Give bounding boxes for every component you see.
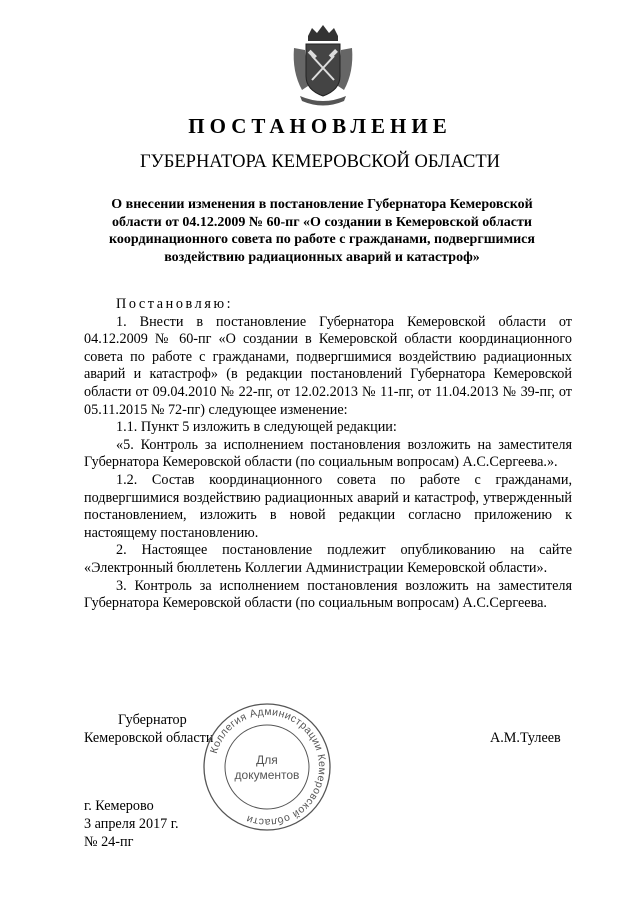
body-paragraph: 1.1. Пункт 5 изложить в следующей редакции: bbox=[116, 419, 397, 436]
issue-place: г. Кемерово bbox=[84, 798, 154, 814]
document-number: № 24-пг bbox=[84, 834, 134, 850]
document-type-title: ПОСТАНОВЛЕНИЕ bbox=[188, 114, 452, 138]
body-paragraph: 2. Настоящее постановление подлежит опубликованию на сайте «Электронный бюллетень Коллегии Администрации Кемеровской области». bbox=[84, 542, 572, 576]
body-paragraph: Постановляю: bbox=[116, 296, 234, 312]
signatory-title-line1: Губернатор bbox=[118, 712, 187, 728]
stamp-center-line2: документов bbox=[234, 768, 300, 782]
body-paragraph: 1. Внести в постановление Губернатора Кемеровской области от 04.12.2009 № 60-пг «О создании в Кемеровской области координационного совета по работе с гражданами, подвергшимися воздействию радиационных аварий и катастроф» (в редакции постановлений Губернатора Кемеровской области от 09.04.2010 № 22-пг, от 12.02.2013 № 11-пг, от 11.04.2013 № 39-пг, от 05.11.2015 № 72-пг) следующее изменение: bbox=[84, 313, 572, 418]
kemerovo-coat-of-arms-icon bbox=[290, 22, 356, 106]
document-subject: О внесении изменения в постановление Губернатора Кемеровской области от 04.12.2009 № 60-пг «О создании в Кемеровской области координационного совета по работе с гражданами, подвергшимися воздействию радиационных аварий и катастроф» bbox=[109, 197, 535, 265]
body-paragraph: 3. Контроль за исполнением постановления возложить на заместителя Губернатора Кемеровской области (по социальным вопросам) А.С.Сергеева. bbox=[84, 577, 572, 612]
signatory-name: А.М.Тулеев bbox=[490, 730, 561, 746]
signatory-title-line2: Кемеровской области bbox=[84, 730, 214, 746]
issuer-title: ГУБЕРНАТОРА КЕМЕРОВСКОЙ ОБЛАСТИ bbox=[139, 152, 501, 172]
issue-date: 3 апреля 2017 г. bbox=[84, 816, 179, 832]
document-stamp bbox=[200, 700, 334, 834]
stamp-ring-text: Коллегия Администрации Кемеровской области bbox=[207, 705, 329, 829]
document-body bbox=[84, 296, 572, 613]
body-paragraph: «5. Контроль за исполнением постановления возложить на заместителя Губернатора Кемеровской области (по социальным вопросам) А.С.Сергеева.». bbox=[84, 436, 572, 471]
stamp-center-line1: Для bbox=[256, 753, 278, 767]
body-paragraph: 1.2. Состав координационного совета по работе с гражданами, подвергшимися воздействию радиационных аварий и катастроф, утвержденный постановлением, изложить в новой редакции согласно приложению к настоящему постановлению. bbox=[84, 471, 572, 541]
